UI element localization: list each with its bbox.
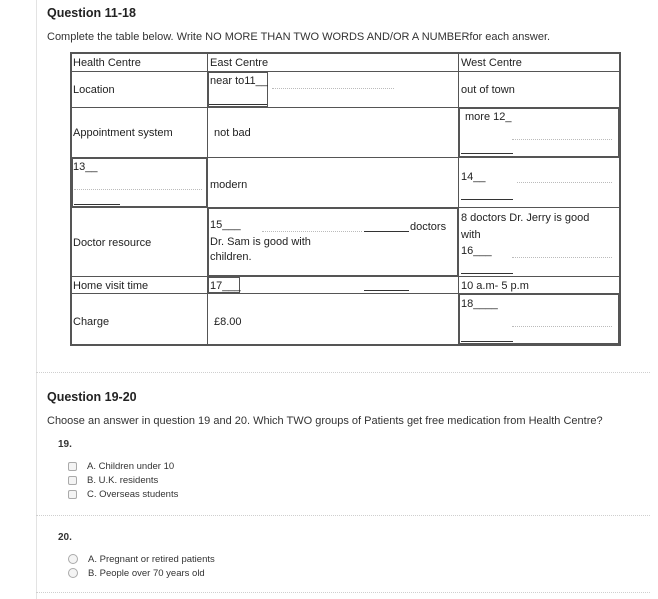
west-18-text: 18____	[461, 298, 498, 310]
east-charge-text: £8.00	[214, 316, 242, 328]
row-divider	[72, 71, 619, 72]
header-east-centre: East Centre	[210, 57, 269, 69]
east-15-text: 15___	[210, 219, 241, 231]
answer-line-15	[262, 231, 362, 232]
header-west-centre: West Centre	[461, 57, 522, 69]
q19-option-a[interactable]	[68, 460, 174, 472]
question-divider	[36, 515, 650, 516]
answer-line-13	[74, 189, 202, 190]
answer-blank-11[interactable]	[209, 104, 267, 105]
question-11-18-title: Question 11-18	[47, 6, 136, 20]
question-20-number: 20.	[58, 532, 72, 543]
q20-option-a-label: A. Pregnant or retired patients	[88, 553, 215, 565]
answer-blank-12[interactable]	[461, 153, 513, 154]
west-doctor-text-line2: with	[461, 229, 481, 241]
answer-line-12	[512, 139, 612, 140]
radio-icon[interactable]	[68, 568, 78, 578]
west-16-text: 16___	[461, 245, 492, 257]
west-location-text: out of town	[461, 84, 515, 96]
question-19-20-title: Question 19-20	[47, 390, 137, 404]
answer-blank-14[interactable]	[461, 199, 513, 200]
row-label-charge: Charge	[73, 316, 110, 328]
q20-option-b[interactable]	[68, 567, 205, 579]
header-health-centre: Health Centre	[73, 57, 141, 69]
east-doctor-note-line2: children.	[210, 251, 252, 263]
east-appointment-text: not bad	[214, 127, 251, 139]
row-label-appointment-system: Appointment system	[73, 127, 173, 139]
question-11-18-instruction: Complete the table below. Write NO MORE THAN TWO WORDS AND/OR A NUMBERfor each answer.	[47, 31, 551, 43]
east-doctor-note-line1: Dr. Sam is good with	[210, 236, 311, 248]
east-17-text: 17___	[210, 280, 241, 292]
q20-option-b-label: B. People over 70 years old	[88, 567, 205, 579]
section-divider-bottom	[36, 592, 650, 593]
row-label-doctor-resource: Doctor resource	[73, 237, 152, 249]
radio-icon[interactable]	[68, 554, 78, 564]
answer-blank-16[interactable]	[461, 273, 513, 274]
q19-option-c[interactable]	[68, 488, 178, 500]
health-centre-table	[70, 52, 621, 346]
checkbox-icon[interactable]	[68, 490, 77, 499]
answer-line-18	[512, 326, 612, 327]
west-14-text: 14__	[461, 171, 486, 183]
answer-blank-18[interactable]	[461, 341, 513, 342]
row-label-home-visit-time: Home visit time	[73, 280, 149, 292]
checkbox-icon[interactable]	[68, 462, 77, 471]
answer-line-14	[517, 182, 612, 183]
q19-option-c-label: C. Overseas students	[87, 488, 179, 500]
east-facility-text: modern	[210, 179, 248, 191]
west-appointment-text: more 12_	[465, 111, 512, 123]
answer-line-16	[512, 257, 612, 258]
west-home-visit-text: 10 a.m- 5 p.m	[461, 280, 529, 292]
question-19-number: 19.	[58, 439, 72, 450]
section-divider	[36, 372, 650, 373]
west-doctor-text-line1: 8 doctors Dr. Jerry is good	[461, 212, 590, 224]
answer-blank-13[interactable]	[74, 204, 120, 205]
answer-line-11	[272, 88, 394, 89]
row-label-location: Location	[73, 84, 115, 96]
q20-option-a[interactable]	[68, 553, 215, 565]
east-doctors-label: doctors	[410, 221, 447, 233]
east-location-text: near to11__	[210, 75, 268, 87]
answer-blank-15[interactable]	[364, 231, 409, 232]
row-label-13: 13__	[73, 161, 98, 173]
left-border	[36, 0, 37, 599]
answer-blank-17[interactable]	[364, 290, 409, 291]
row-divider	[72, 276, 619, 277]
q19-option-a-label: A. Children under 10	[87, 460, 175, 472]
question-19-20-instruction: Choose an answer in question 19 and 20. Which TWO groups of Patients get free medication from Health Centre?	[47, 415, 603, 427]
checkbox-icon[interactable]	[68, 476, 77, 485]
q19-option-b-label: B. U.K. residents	[87, 474, 159, 486]
q19-option-b[interactable]	[68, 474, 158, 486]
